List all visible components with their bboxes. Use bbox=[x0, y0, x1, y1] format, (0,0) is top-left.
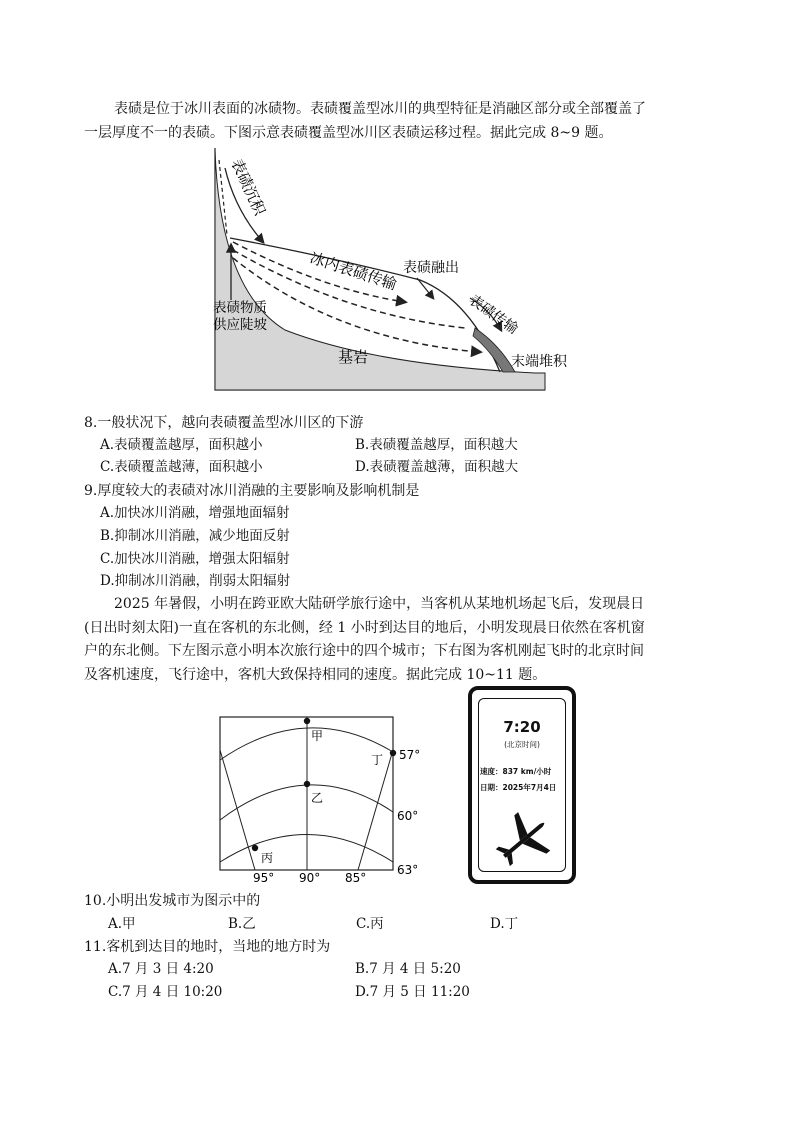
lat-60: 60° bbox=[397, 809, 419, 823]
city-jia-label: 甲 bbox=[311, 729, 324, 743]
glacier-debris-diagram bbox=[205, 140, 615, 395]
label-inner: 冰内表碛传输 bbox=[307, 248, 399, 294]
q11-option-d[interactable]: D.7 月 5 日 11:20 bbox=[355, 984, 470, 1000]
phone-speed: 速度：837 km/小时 bbox=[480, 767, 552, 776]
phone-date: 日期：2025年7月4日 bbox=[480, 783, 557, 792]
question-11-stem: 11.客机到达目的地时，当地的地方时为 bbox=[84, 939, 331, 955]
question-10-stem: 10.小明出发城市为图示中的 bbox=[84, 893, 261, 909]
city-jia-dot bbox=[304, 718, 310, 724]
label-supply-2: 供应陡坡 bbox=[213, 317, 267, 333]
q11-option-c[interactable]: C.7 月 4 日 10:20 bbox=[108, 984, 223, 1000]
city-map bbox=[215, 712, 430, 882]
q10-option-b[interactable]: B.乙 bbox=[228, 916, 256, 932]
lon-90: 90° bbox=[299, 871, 321, 882]
q9-option-a[interactable]: A.加快冰川消融，增强地面辐射 bbox=[100, 505, 290, 521]
q9-option-c[interactable]: C.加快冰川消融，增强太阳辐射 bbox=[100, 551, 290, 567]
passage-glacier: 表碛是位于冰川表面的冰碛物。表碛覆盖型冰川的典型特征是消融区部分或全部覆盖了一层厚度不一的表碛。下图示意表碛覆盖型冰川区表碛运移过程。据此完成 8~9 题。 bbox=[84, 101, 646, 141]
question-9-stem: 9.厚度较大的表碛对冰川消融的主要影响及影响机制是 bbox=[84, 483, 420, 499]
lat-57: 57° bbox=[399, 748, 421, 762]
phone-time-note: (北京时间) bbox=[504, 740, 540, 749]
label-transport: 表碛传输 bbox=[465, 292, 521, 338]
lon-95: 95° bbox=[253, 871, 275, 882]
q11-option-b[interactable]: B.7 月 4 日 5:20 bbox=[355, 961, 461, 977]
q8-option-c[interactable]: C.表碛覆盖越薄，面积越小 bbox=[100, 459, 263, 475]
passage-flight: 2025 年暑假，小明在跨亚欧大陆研学旅行途中，当客机从某地机场起飞后，发现晨日(日出时刻太阳)一直在客机的东北侧，经 1 小时到达目的地后，小明发现晨日依然在客机窗户的东北侧。下左图示意小明本次旅行途中的四个城市；下右图为客机刚起飞时的北京时间及客机速度，飞行途中，客机大致保持相同的速度。据此完成 10~11 题。 bbox=[84, 596, 645, 683]
label-bedrock: 基岩 bbox=[338, 348, 369, 366]
q8-option-a[interactable]: A.表碛覆盖越厚，面积越小 bbox=[100, 437, 263, 453]
phone-flight-info bbox=[468, 686, 576, 884]
label-end: 末端堆积 bbox=[511, 354, 567, 370]
label-supply-1: 表碛物质 bbox=[213, 300, 267, 316]
airplane-icon bbox=[494, 808, 556, 870]
q10-option-c[interactable]: C.丙 bbox=[356, 916, 384, 932]
city-yi-dot bbox=[304, 781, 310, 787]
lat-63: 63° bbox=[397, 863, 419, 877]
q9-option-d[interactable]: D.抑制冰川消融，削弱太阳辐射 bbox=[100, 573, 291, 589]
q11-option-a[interactable]: A.7 月 3 日 4:20 bbox=[108, 961, 214, 977]
city-yi-label: 乙 bbox=[311, 791, 324, 805]
city-bing-dot bbox=[252, 845, 258, 851]
label-deposit: 表碛沉积 bbox=[227, 156, 270, 219]
phone-time: 7:20 bbox=[503, 718, 541, 736]
city-ding-dot bbox=[390, 750, 396, 756]
q8-option-d[interactable]: D.表碛覆盖越薄，面积越大 bbox=[355, 459, 519, 475]
q10-option-a[interactable]: A.甲 bbox=[108, 916, 136, 932]
city-ding-label: 丁 bbox=[371, 753, 384, 767]
q8-option-b[interactable]: B.表碛覆盖越厚，面积越大 bbox=[355, 437, 518, 453]
q9-option-b[interactable]: B.抑制冰川消融，减少地面反射 bbox=[100, 528, 290, 544]
label-melt: 表碛融出 bbox=[403, 260, 459, 276]
city-bing-label: 丙 bbox=[261, 851, 274, 865]
question-8-stem: 8.一般状况下，越向表碛覆盖型冰川区的下游 bbox=[84, 415, 364, 431]
q10-option-d[interactable]: D.丁 bbox=[490, 916, 519, 932]
lon-85: 85° bbox=[345, 871, 367, 882]
